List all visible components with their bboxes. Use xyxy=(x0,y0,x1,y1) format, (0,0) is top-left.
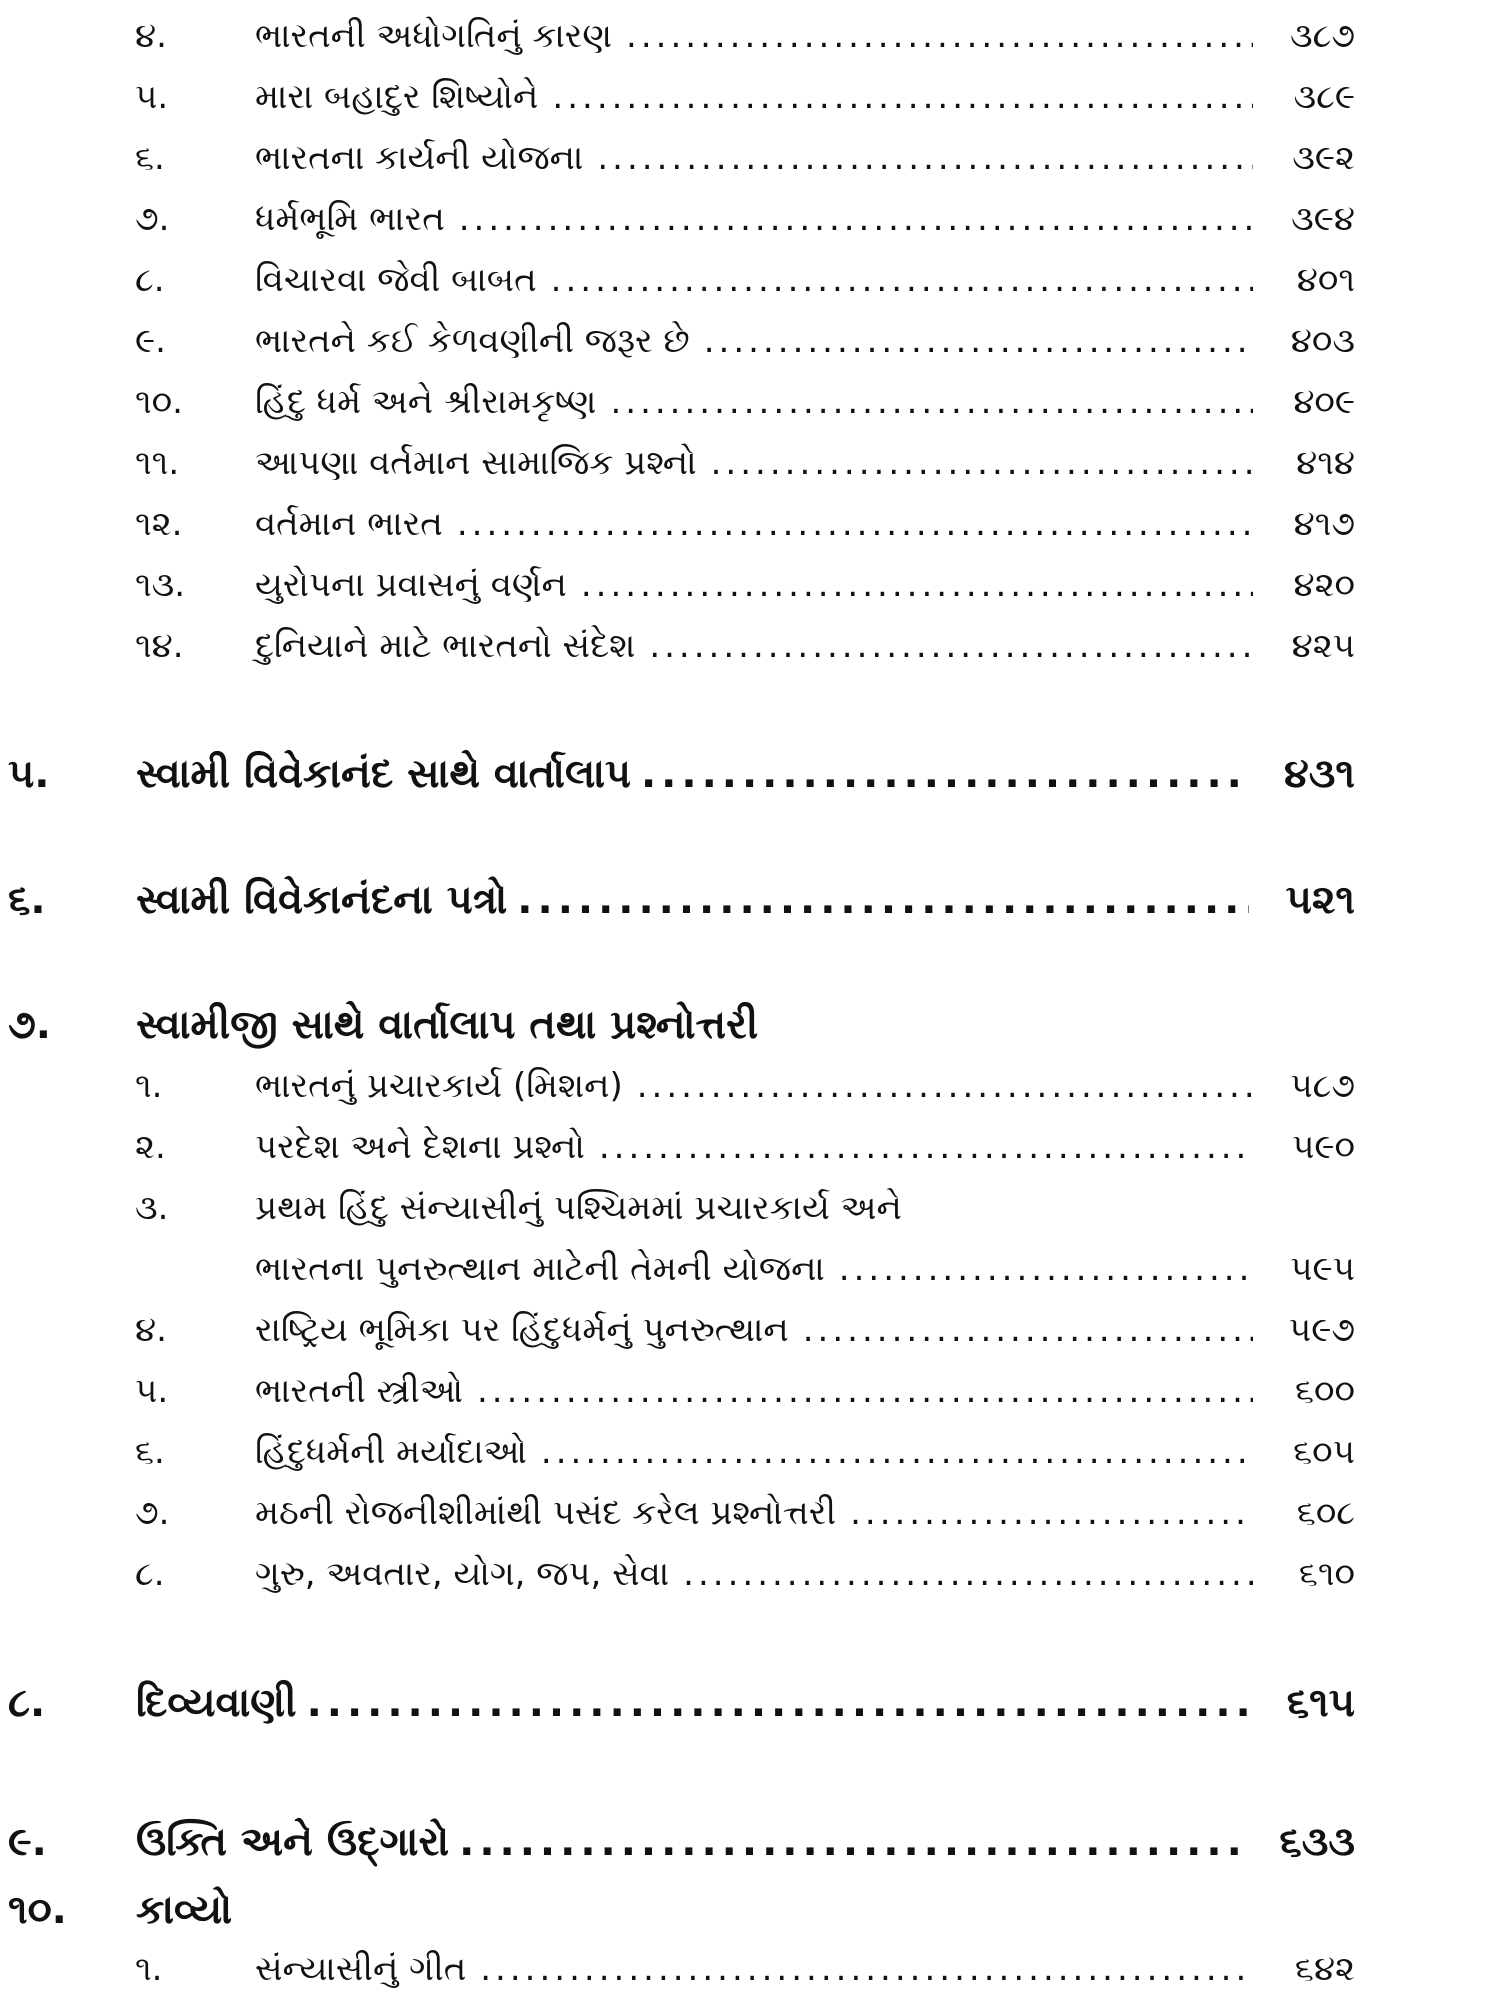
entry-page: ૩૮૯ xyxy=(1293,77,1355,117)
dot-leader xyxy=(839,1245,1253,1293)
entry-page: ૫૯૭ xyxy=(1288,1310,1355,1350)
entry-title: પરદેશ અને દેશના પ્રશ્નો xyxy=(255,1127,585,1167)
toc-entry xyxy=(135,1489,1355,1537)
dot-leader xyxy=(850,1489,1253,1537)
entry-title: હિંદુધર્મની મર્યાદાઓ xyxy=(255,1432,527,1472)
section-title: ઉક્તિ અને ઉદ્‌ગારો xyxy=(136,1819,450,1865)
entry-page: ૬૪૨ xyxy=(1294,1949,1355,1989)
entry-number: ૧૪. xyxy=(135,626,184,666)
dot-leader xyxy=(581,561,1253,609)
section-title: સ્વામી વિવેકાનંદ સાથે વાર્તાલાપ xyxy=(136,751,631,797)
toc-section xyxy=(8,1673,1355,1733)
section-number: ૮. xyxy=(8,1680,46,1726)
entry-page: ૫૮૭ xyxy=(1290,1066,1355,1106)
dot-leader xyxy=(597,134,1253,182)
toc-entry xyxy=(135,622,1355,670)
entry-title: વિચારવા જેવી બાબત xyxy=(255,260,537,300)
toc-entry xyxy=(135,1306,1355,1354)
entry-page: ૪૦૧ xyxy=(1296,260,1355,300)
section-title: સ્વામી વિવેકાનંદના પત્રો xyxy=(136,877,508,923)
entry-page: ૬૦૦ xyxy=(1295,1371,1355,1411)
toc-entry xyxy=(135,317,1355,365)
entry-title: આપણા વર્તમાન સામાજિક પ્રશ્નો xyxy=(255,443,697,483)
toc-entry xyxy=(135,1367,1355,1415)
entry-title: ભારતને કઈ કેળવણીની જરૂર છે xyxy=(255,321,690,361)
entry-title: મઠની રોજનીશીમાંથી પસંદ કરેલ પ્રશ્નોત્તરી xyxy=(255,1493,837,1533)
entry-title: વર્તમાન ભારત xyxy=(255,504,443,544)
dot-leader xyxy=(552,73,1253,121)
section-page: ૬૩૩ xyxy=(1279,1819,1355,1865)
dot-leader xyxy=(459,195,1253,243)
entry-number: ૬. xyxy=(135,138,165,178)
dot-leader xyxy=(610,378,1253,426)
section-number: ૭. xyxy=(8,1002,51,1048)
section-title: દિવ્યવાણી xyxy=(136,1680,297,1726)
entry-title: સંન્યાસીનું ગીત xyxy=(255,1949,467,1989)
entry-number: ૧૨. xyxy=(135,504,183,544)
toc-entry-continuation xyxy=(135,1245,1355,1293)
toc-entry xyxy=(135,1123,1355,1171)
section-number: ૬. xyxy=(8,877,46,923)
entry-number: ૧૦. xyxy=(135,382,183,422)
entry-page: ૫૯૫ xyxy=(1290,1249,1355,1289)
entry-title: ભારતના પુનરુત્થાન માટેની તેમની યોજના xyxy=(255,1249,825,1289)
entry-page: ૩૮૭ xyxy=(1290,16,1355,56)
section-page: ૫૨૧ xyxy=(1285,877,1355,923)
section-page: ૬૧૫ xyxy=(1286,1680,1355,1726)
toc-entry xyxy=(135,12,1355,60)
entry-title: ભારતના કાર્યની યોજના xyxy=(255,138,584,178)
entry-title: ભારતનું પ્રચારકાર્ય (મિશન) xyxy=(255,1066,623,1106)
dot-leader xyxy=(477,1367,1253,1415)
dot-leader xyxy=(641,744,1249,804)
entry-number: ૮. xyxy=(135,1554,165,1594)
entry-title: દુનિયાને માટે ભારતનો સંદેશ xyxy=(255,626,636,666)
section-number: ૫. xyxy=(8,751,50,797)
entry-page: ૬૦૫ xyxy=(1293,1432,1355,1472)
entry-title: ભારતની સ્ત્રીઓ xyxy=(255,1371,463,1411)
entry-number: ૭. xyxy=(135,1493,170,1533)
dot-leader xyxy=(683,1550,1253,1598)
entry-number: ૩. xyxy=(135,1188,169,1228)
entry-page: ૩૯૨ xyxy=(1292,138,1355,178)
section-number: ૧૦. xyxy=(8,1887,67,1933)
dot-leader xyxy=(551,256,1253,304)
section-title: સ્વામીજી સાથે વાર્તાલાપ તથા પ્રશ્નોત્તરી xyxy=(136,1002,759,1048)
entry-title: પ્રથમ હિંદુ સંન્યાસીનું પશ્ચિમમાં પ્રચારકાર્ય અને xyxy=(255,1188,902,1228)
entry-number: ૪. xyxy=(135,16,167,56)
toc-entry xyxy=(135,500,1355,548)
toc-entry xyxy=(135,1184,1355,1232)
entry-page: ૪૧૭ xyxy=(1293,504,1355,544)
entry-number: ૫. xyxy=(135,77,169,117)
toc-entry xyxy=(135,1062,1355,1110)
toc-section xyxy=(8,744,1355,804)
entry-page: ૪૨૦ xyxy=(1293,565,1355,605)
entry-title: રાષ્ટ્રિય ભૂમિકા પર હિંદુધર્મનું પુનરુત્થાન xyxy=(255,1310,789,1350)
toc-entry xyxy=(135,561,1355,609)
entry-page: ૪૧૪ xyxy=(1296,443,1355,483)
dot-leader xyxy=(711,439,1253,487)
entry-number: ૧૧. xyxy=(135,443,180,483)
entry-title: હિંદુ ધર્મ અને શ્રીરામકૃષ્ણ xyxy=(255,382,597,422)
entry-number: ૪. xyxy=(135,1310,167,1350)
entry-number: ૫. xyxy=(135,1371,169,1411)
toc-entry xyxy=(135,134,1355,182)
section-title: કાવ્યો xyxy=(136,1887,233,1933)
entry-number: ૬. xyxy=(135,1432,165,1472)
toc-entry xyxy=(135,195,1355,243)
toc-entry xyxy=(135,439,1355,487)
dot-leader xyxy=(637,1062,1253,1110)
entry-page: ૬૧૦ xyxy=(1298,1554,1355,1594)
entry-number: ૮. xyxy=(135,260,165,300)
entry-number: ૧. xyxy=(135,1066,163,1106)
entry-page: ૪૦૯ xyxy=(1293,382,1355,422)
section-number: ૯. xyxy=(8,1819,47,1865)
toc-section xyxy=(8,995,1355,1055)
dot-leader xyxy=(626,12,1253,60)
entry-page: ૪૨૫ xyxy=(1291,626,1355,666)
dot-leader xyxy=(803,1306,1253,1354)
dot-leader xyxy=(517,870,1249,930)
dot-leader xyxy=(541,1428,1253,1476)
toc-entry xyxy=(135,1945,1355,1993)
toc-entry xyxy=(135,73,1355,121)
entry-number: ૧૩. xyxy=(135,565,186,605)
dot-leader xyxy=(307,1673,1249,1733)
toc-entry xyxy=(135,1550,1355,1598)
entry-page: ૫૯૦ xyxy=(1292,1127,1355,1167)
dot-leader xyxy=(457,500,1253,548)
toc-entry xyxy=(135,1428,1355,1476)
toc-section xyxy=(8,1880,1355,1940)
entry-number: ૨. xyxy=(135,1127,166,1167)
entry-page: ૪૦૩ xyxy=(1290,321,1355,361)
entry-title: ધર્મભૂમિ ભારત xyxy=(255,199,445,239)
entry-title: ભારતની અધોગતિનું કારણ xyxy=(255,16,613,56)
entry-number: ૧. xyxy=(135,1949,163,1989)
dot-leader xyxy=(649,622,1253,670)
entry-number: ૯. xyxy=(135,321,166,361)
toc-entry xyxy=(135,256,1355,304)
toc-section xyxy=(8,870,1355,930)
entry-page: ૬૦૮ xyxy=(1296,1493,1355,1533)
entry-title: યુરોપના પ્રવાસનું વર્ણન xyxy=(255,565,567,605)
entry-title: ગુરુ, અવતાર, યોગ, જપ, સેવા xyxy=(255,1554,670,1594)
dot-leader xyxy=(459,1812,1249,1872)
entry-number: ૭. xyxy=(135,199,170,239)
dot-leader xyxy=(704,317,1253,365)
toc-section xyxy=(8,1812,1355,1872)
entry-title: મારા બહાદુર શિષ્યોને xyxy=(255,77,539,117)
toc-entry xyxy=(135,378,1355,426)
dot-leader xyxy=(599,1123,1253,1171)
section-page: ૪૩૧ xyxy=(1283,751,1355,797)
entry-page: ૩૯૪ xyxy=(1291,199,1355,239)
dot-leader xyxy=(480,1945,1253,1993)
